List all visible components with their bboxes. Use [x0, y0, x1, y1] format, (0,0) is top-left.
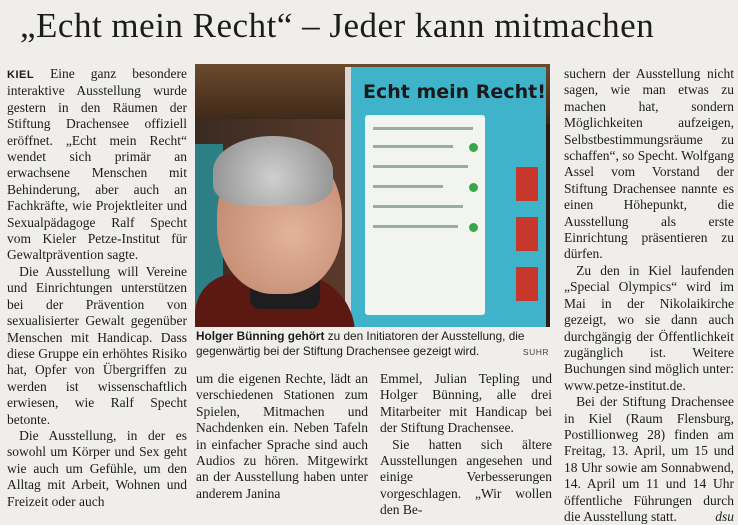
paragraph: suchern der Ausstellung nicht sagen, wie man etwas zu machen hat, sondern Möglichkeiten aufzeigen, Selbstbestimmungsräume zu schaffen“, so Specht. Wolfgang Assel vom Vorstand der Stiftung Drachensee nannte es einen Höhepunkt, die Ausstellung als erste Einrichtung präsentieren zu dürfen. [564, 66, 734, 262]
paragraph: um die eigenen Rechte, lädt an verschiedenen Stationen zum Spielen, Mitmachen und Nachdenken ein. Neben Tafeln in einfacher Sprache sind auch Audios zu hören. Mitgewirkt an der Ausstellung haben unter anderem Janina [196, 371, 368, 501]
poster-panel [365, 115, 485, 315]
paragraph: Sie hatten sich ältere Ausstellungen angesehen und einige Verbesserungen vorgeschlagen. „Wir wollen den Be- [380, 436, 552, 518]
paragraph [564, 394, 734, 525]
caption-text: zu den Initiatoren der Ausstellung, die gegenwärtig bei der Stiftung Drachensee gezeigt wird. [196, 329, 525, 358]
paragraph: Die Ausstellung, in der es sowohl um Körper und Sex geht wie auch um Gefühle, um den Alltag mit Arbeit, Wohnen und Freizeit oder auch [7, 427, 187, 509]
poster-title: Echt mein Recht! [363, 81, 546, 103]
photo-caption [196, 329, 551, 359]
caption-bold: Holger Bünning gehört [196, 329, 325, 343]
article-column-2 [196, 371, 368, 502]
paragraph: Zu den in Kiel laufenden „Special Olympics“ wird im Mai in der Nikolaikirche gezeigt, wo sie dann auch durchgängig der Öffentlichkeit zugänglich ist. Weitere Buchungen sind möglich unter: www.petze-institut.de. [564, 262, 734, 393]
person-hair [213, 136, 333, 206]
paragraph-text: Eine ganz besondere interaktive Ausstellung wurde gestern in den Räumen der Stiftung Drachensee offiziell eröffnet. „Echt mein Recht“ wendet sich primär an erwachsene Menschen mit Behinderung, aber auch an Fachkräfte, wie Projektleiter und Sexualpädagoge Ralf Specht vom Kieler Petze-Institut für Gewaltprävention sagte. [7, 66, 188, 263]
article-column-1 [7, 66, 187, 510]
headline: „Echt mein Recht“ – Jeder kann mitmachen [20, 6, 655, 45]
photo-credit: SUHR [522, 347, 549, 357]
article-photo [195, 64, 550, 327]
paragraph: Die Ausstellung will Vereine und Einrichtungen unterstützen bei der Prävention von sexualisierter Gewalt gegenüber Menschen mit Handicap. Dass diese Gruppe ein erhöhtes Risiko hat, Opfer von Übergriffen zu werden ist wissenschaftlich erwiesen, wie Ralf Specht betonte. [7, 263, 187, 427]
article-column-3 [380, 371, 552, 519]
article-column-4 [564, 66, 734, 525]
author-signoff: dsu [715, 508, 734, 524]
paragraph [7, 66, 187, 264]
paragraph-text: Bei der Stiftung Drachensee in Kiel (Raum Flensburg, Postillionweg 28) finden am Freitag, 13. April, um 15 und 18 Uhr sowie am Sonnabwend, 14. April um 11 und 14 Uhr öffentliche Führungen durch die Ausstellung statt. [564, 394, 734, 524]
dateline: KIEL [7, 69, 35, 81]
exhibition-poster [345, 67, 546, 327]
paragraph: Emmel, Julian Tepling und Holger Bünning, alle drei Mitarbeiter mit Handicap bei der Stiftung Drachensee. [380, 371, 552, 436]
